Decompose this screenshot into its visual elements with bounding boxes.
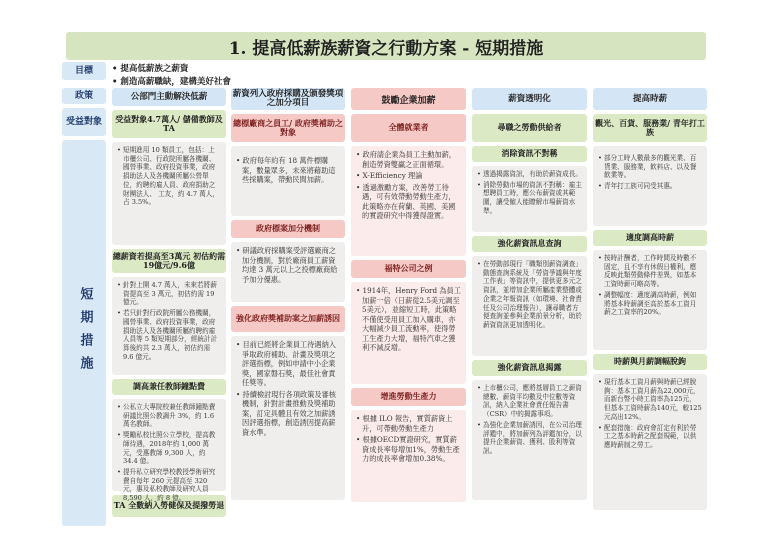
- column-header: 公部門主動解決低薪: [112, 88, 226, 106]
- bullet-item: • 公私立大專院校兼任教師鐘點費研議比照公教調升 3%，約 1.6 萬名教師。: [117, 403, 221, 429]
- row-label-short-term: 短期措施: [62, 140, 106, 526]
- measure-header: 福特公司之例: [351, 260, 466, 278]
- measure-body: [112, 277, 226, 375]
- bullet-item: • 若只針對行政院所屬公務機關，國營事業、政府投資事業，政府捐助法人及各機關所屬約聘約雇人員等 5 類短期部分，經統計計算後約共 2.3 萬人，初估約需 9.6 億元。: [117, 309, 221, 361]
- measure-header: 強化政府獎補助案之加薪誘因: [231, 306, 345, 332]
- measure-body: [472, 256, 587, 356]
- measure-body: [351, 410, 466, 502]
- column-encourage-business: [351, 88, 466, 502]
- bullet-item: • 部分工時人數最多的觀光業、百貨業、服務業，飲料店、以及餐飲業等。: [598, 154, 702, 180]
- bullet-item: • 政府每年約有 18 萬件標購案，數量眾多，未來將藉助這些採購案，帶動民間加薪。: [236, 156, 340, 185]
- bullet-item: • 根據OECD實證研究，實質薪資成長率每增加1%，勞動生產力的成長率會增加0.38%。: [356, 435, 461, 464]
- beneficiary-box: 尋職之勞動供給者: [472, 114, 587, 142]
- measure-body: [593, 374, 707, 510]
- bullet-item: • 政府請企業為員工主動加薪，創造勞資雙贏之正面循環。: [356, 150, 461, 169]
- measure-body: [472, 166, 587, 232]
- measure-body: [231, 336, 345, 500]
- measure-body: [112, 399, 226, 503]
- goal-item: • 提高低薪族之薪資: [112, 63, 231, 76]
- measure-body: [472, 380, 587, 500]
- beneficiary-box: 全體就業者: [351, 114, 466, 142]
- beneficiary-box: 受益對象4.7萬人/ 儲備教師及TA: [112, 110, 226, 138]
- beneficiary-box: 觀光、百貨、服務業/ 青年打工族: [593, 114, 707, 142]
- column-header: 薪資透明化: [472, 88, 587, 110]
- bullet-item: • 提升私立研究學校教授學術研究費自每年 260 元提高至 320 元，惠及私校教師及研究人員 8,590 人，約 8 億。: [117, 468, 221, 503]
- measure-body: [351, 282, 466, 384]
- bullet-item: • 根據 ILO 報告，實質薪資上升，可帶動勞動生產力: [356, 414, 461, 433]
- column-public-sector: [112, 88, 226, 517]
- bullet-item: • 透過激勵方案，改善勞工待遇，可有效帶動勞動生產力，此策略亦在荷蘭、英國、美國的實證研究中得獲得證實。: [356, 183, 461, 221]
- measure-body: [593, 250, 707, 350]
- measure-body: [231, 242, 345, 302]
- page-title: 1. 提高低薪族薪資之行動方案 - 短期措施: [66, 32, 706, 60]
- bullet-item: • 調整幅度：適度調高時薪，例如將基本時薪調至高於基本工資月薪之工資率的20%。: [598, 291, 702, 317]
- bullet-item: • 透過揭露資訊，有助於薪資成長。: [477, 170, 582, 179]
- measure-header: 適度調高時薪: [593, 230, 707, 246]
- bullet-item: • 為強化企業加薪誘因，在公司治理評鑑中，將加薪列為評鑑加分，以提升企業薪資、獲利、股利等資訊。: [477, 421, 582, 456]
- bullet-item: • 持續檢討現行各項政策及審核機制，針對計畫推動及獎補助案，訂定具體且有效之加薪誘因評選指標，創造誘因提高薪資水準。: [236, 390, 340, 438]
- column-hourly-wage: [593, 88, 707, 510]
- bullet-item: • X-Efficiency 理論: [356, 171, 461, 181]
- measure-header: 消除資訊不對稱: [472, 146, 587, 162]
- bullet-item: • 上市櫃公司，應將基層員工之薪資總數、薪資平均數及中位數等資訊，納入企業社會責任報告書（CSR）中的揭露事項。: [477, 384, 582, 419]
- column-header: 提高時薪: [593, 88, 707, 110]
- measure-body: [231, 146, 345, 216]
- measure-header: 強化薪資訊息揭露: [472, 360, 587, 376]
- measure-body: [351, 146, 466, 256]
- column-salary-transparency: [472, 88, 587, 500]
- bullet-item: • 配套措施：政府會訂定有利於勞工之基本時薪之配套規範，以供應時薪制之勞工。: [598, 424, 702, 450]
- row-label-beneficiary: 受益對象: [62, 108, 106, 136]
- bullet-item: • 消除勞動市場的資訊不對稱：雇主想聘員工時，應公布薪資或其範圍，讓受僱人能瞭解市場薪資水準。: [477, 181, 582, 216]
- beneficiary-box: 總標廠商之員工/ 政府獎補助之對象: [231, 114, 345, 142]
- bullet-item: • 目前已經將企業員工待遇納入爭取政府補助、計畫及獎項之評選指標，例如申請中小企業獎，國家磐石獎，最佳社會責任獎等。: [236, 340, 340, 388]
- measure-header: 強化薪資訊息查詢: [472, 236, 587, 252]
- measure-header: 時薪與月薪調幅脫鉤: [593, 354, 707, 370]
- goal-item: • 創造高薪職缺，建構美好社會: [112, 76, 231, 89]
- goals-list: [112, 63, 231, 89]
- measure-header: 增進勞動生產力: [351, 388, 466, 406]
- bullet-item: • 按時計酬者，工作時間及時數不固定，且不享有休假日權利，應反映此類勞動條件差異，如基本工資時薪可略高等。: [598, 254, 702, 289]
- column-header: 鼓勵企業加薪: [351, 88, 466, 110]
- bullet-item: • 研議政府採購案受評選廠商之加分機制，對於廠商員工薪資均達 3 萬元以上之投標廠商給予加分優惠。: [236, 246, 340, 284]
- bullet-item: • 現行基本工資月薪與時薪已經脫鉤：基本工資月薪為22,000元，而新台幣小時工資率為125元，但基本工資時薪為140元，較125元高出12%。: [598, 378, 702, 422]
- measure-body: [593, 146, 707, 226]
- column-procurement: [231, 88, 345, 500]
- measure-header: TA 全數納入勞健保及提撥勞退: [112, 495, 226, 517]
- measure-header: 調高兼任教師鐘點費: [112, 379, 226, 395]
- row-label-goal: 目標: [62, 62, 106, 80]
- bullet-item: • 針對上開 4.7 萬人，未來若將薪資提高至 3 萬元，初估約需 19 億元。: [117, 281, 221, 307]
- bullet-item: • 在勞動部現行「職類別薪資調查」動態查詢系統及「勞資爭議與年度工作表」等資訊中，提供更多元之資訊，並增加企業所屬產業整體或企業之年報資訊（如環境、社會責任及公司治理報告），讓尋職者方便查詢並參與企業前景分析，助於薪資資訊更加透明化。: [477, 260, 582, 330]
- measure-header: 政府標案加分機制: [231, 220, 345, 238]
- bullet-item: • 短期進用 10 類員工，包括：上市櫃公司、行政院所屬各機關、國營事業、政府投資事業，政府捐助法人及各機關所屬公營單位，約聘約雇人員、政府捐助之財團法人、 工友，約 4.7 萬人，占 3.5%。: [117, 146, 221, 207]
- bullet-item: • 青年打工族可同受其惠。: [598, 182, 702, 191]
- row-label-policy: 政策: [62, 88, 106, 104]
- bullet-item: • 1914年，Henry Ford 為員工加薪一倍（日薪從2.5美元調至5美元），並縮短工時，此策略不僅使受用員工加入購車，亦大幅減少員工流動率，使得勞工生產力大增，福特汽車之獲利不減反增。: [356, 286, 461, 353]
- measure-body: [112, 142, 226, 245]
- bullet-item: • 獎勵私校比照公立學校，提高教師待遇，2018年約 1,000 萬元，受惠教師 9,300 人，約 34.4 億。: [117, 431, 221, 466]
- column-header: 薪資列入政府採購及颁發獎項之加分項目: [232, 89, 344, 108]
- measure-header: 總薪資若提高至3萬元 初估約需19億元/9.6億: [112, 249, 226, 273]
